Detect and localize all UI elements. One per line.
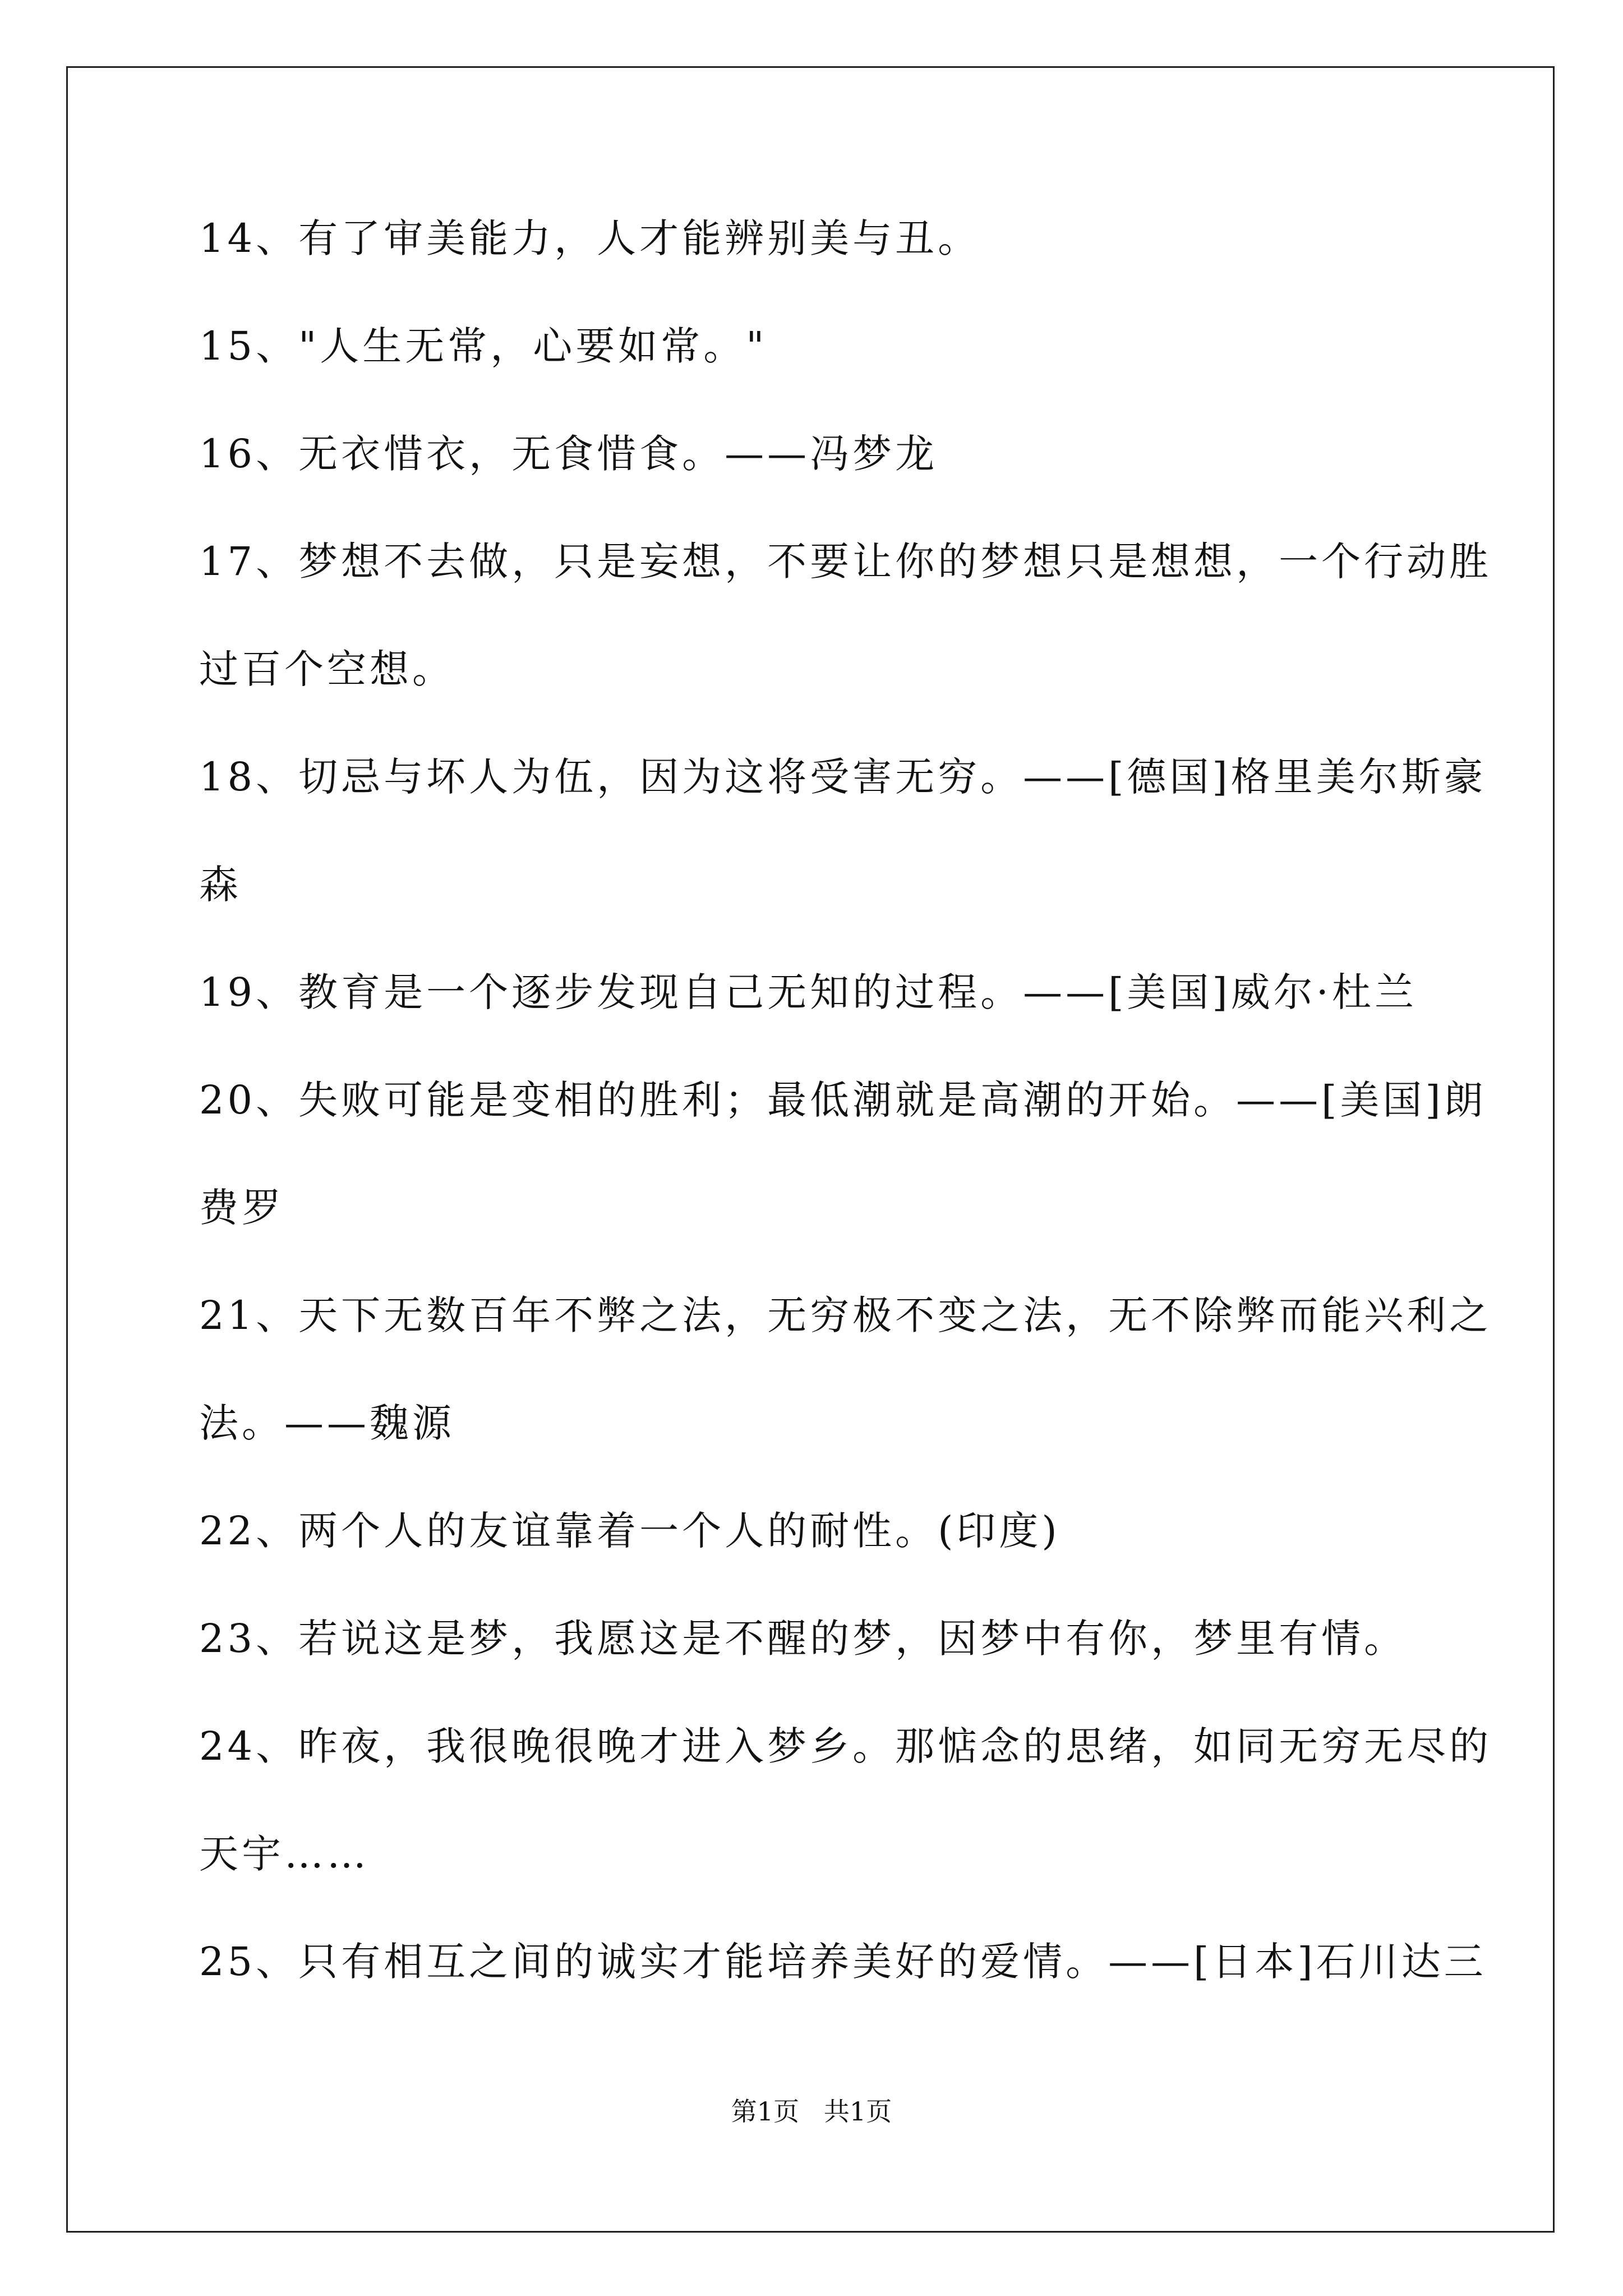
- text-line: 森: [199, 862, 242, 908]
- document-body: [199, 215, 1492, 2016]
- text-line: 过百个空想。: [199, 646, 455, 692]
- text-line: 17、梦想不去做，只是妄想，不要让你的梦想只是想想，一个行动胜: [199, 539, 1492, 585]
- page-footer: 第1页 共1页: [731, 2096, 892, 2127]
- text-line: 25、只有相互之间的诚实才能培养美好的爱情。——[日本]石川达三: [199, 1939, 1487, 1985]
- text-line: 法。——魏源: [199, 1400, 455, 1446]
- text-line: 22、两个人的友谊靠着一个人的耐性。(印度): [199, 1508, 1061, 1554]
- text-line: 16、无衣惜衣，无食惜食。——冯梦龙: [199, 431, 938, 477]
- text-line: 20、失败可能是变相的胜利；最低潮就是高潮的开始。——[美国]朗: [199, 1077, 1487, 1123]
- text-line: 18、切忌与坏人为伍，因为这将受害无穷。——[德国]格里美尔斯豪: [199, 754, 1487, 800]
- text-line: 14、有了审美能力，人才能辨别美与丑。: [199, 215, 981, 261]
- text-line: 天宇……: [199, 1831, 370, 1877]
- text-line: 23、若说这是梦，我愿这是不醒的梦，因梦中有你，梦里有情。: [199, 1616, 1407, 1662]
- text-line: 19、教育是一个逐步发现自己无知的过程。——[美国]威尔·杜兰: [199, 969, 1417, 1015]
- text-line: 24、昨夜，我很晚很晚才进入梦乡。那惦念的思绪，如同无穷无尽的: [199, 1723, 1492, 1769]
- text-line: 费罗: [199, 1185, 284, 1231]
- text-line: 15、"人生无常，心要如常。": [199, 323, 768, 369]
- text-line: 21、天下无数百年不弊之法，无穷极不变之法，无不除弊而能兴利之: [199, 1292, 1492, 1338]
